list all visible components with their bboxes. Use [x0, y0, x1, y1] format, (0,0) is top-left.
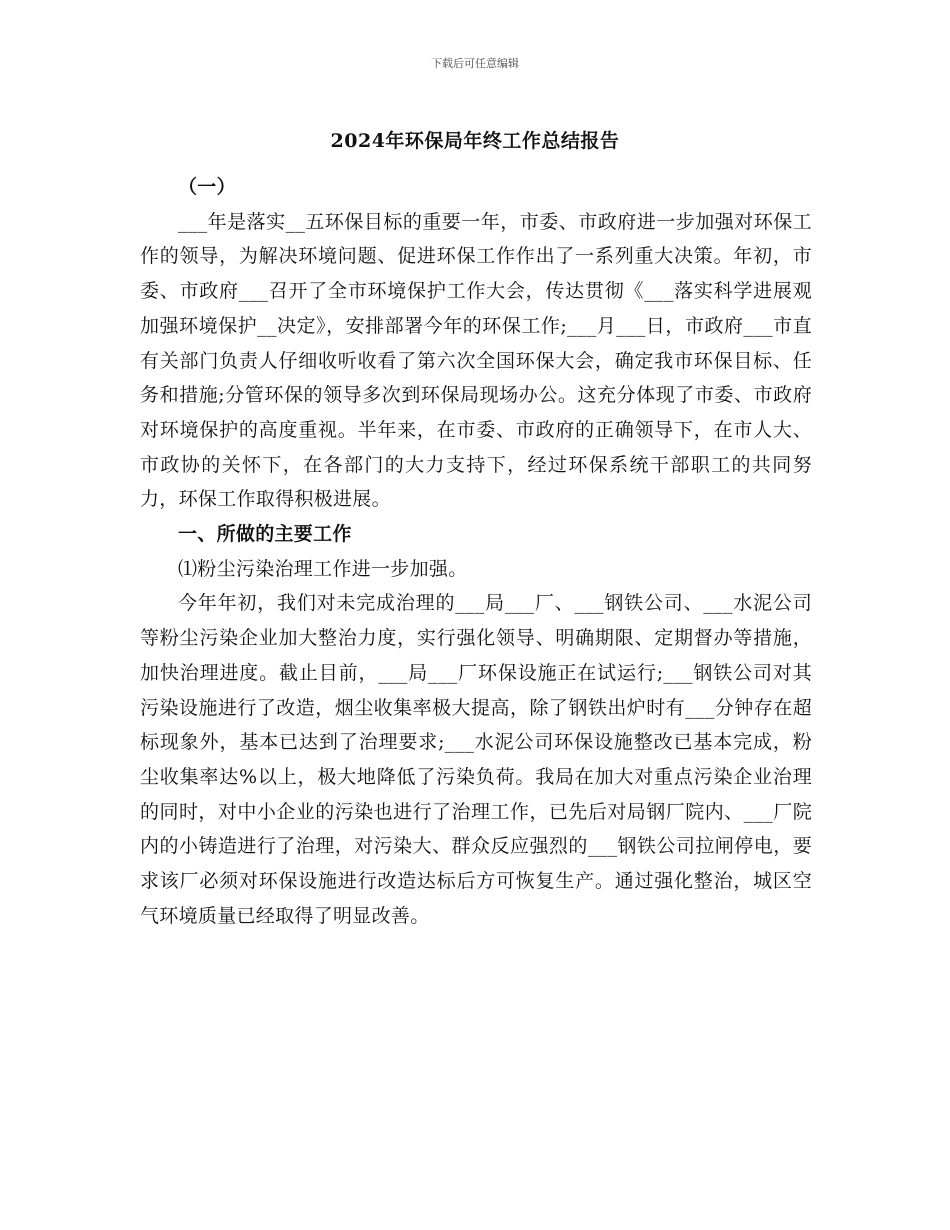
header-note: 下载后可任意编辑: [431, 57, 519, 70]
section-marker: （一）: [178, 176, 236, 198]
paragraph-intro: ___年是落实__五环保目标的重要一年，市委、市政府进一步加强对环保工作的领导，为解决环境问题、促进环保工作作出了一系列重大决策。年初，市委、市政府___召开了全市环境保护工作大会，传达贯彻《___落实科学进展观加强环境保护__决定》，安排部署今年的环保工作;___月___日，市政府___市直有关部门负责人仔细收听收看了第六次全国环保大会，确定我市环保目标、任务和措施;分管环保的领导多次到环保局现场办公。这充分体现了市委、市政府对环境保护的高度重视。半年来，在市委、市政府的正确领导下，在市人大、市政协的关怀下，在各部门的大力支持下，经过环保系统干部职工的共同努力，环保工作取得积极进展。: [140, 210, 812, 511]
document-body: [140, 170, 812, 933]
heading-main-work: 一、所做的主要工作: [178, 523, 352, 546]
document-title: 2024年环保局年终工作总结报告: [330, 130, 620, 152]
subheading-dust-pollution: ⑴粉尘污染治理工作进一步加强。: [178, 557, 468, 580]
paragraph-dust-detail: 今年年初，我们对未完成治理的___局___厂、___钢铁公司、___水泥公司等粉尘污染企业加大整治力度，实行强化领导、明确期限、定期督办等措施，加快治理进度。截止目前，___局___厂环保设施正在试运行;___钢铁公司对其污染设施进行了改造，烟尘收集率极大提高，除了钢铁出炉时有___分钟存在超标现象外，基本已达到了治理要求;___水泥公司环保设施整改已基本完成，粉尘收集率达%以上，极大地降低了污染负荷。我局在加大对重点污染企业治理的同时，对中小企业的污染也进行了治理工作，已先后对局钢厂院内、___厂院内的小铸造进行了治理，对污染大、群众反应强烈的___钢铁公司拉闸停电，要求该厂必须对环保设施进行改造达标后方可恢复生产。通过强化整治，城区空气环境质量已经取得了明显改善。: [140, 592, 812, 927]
